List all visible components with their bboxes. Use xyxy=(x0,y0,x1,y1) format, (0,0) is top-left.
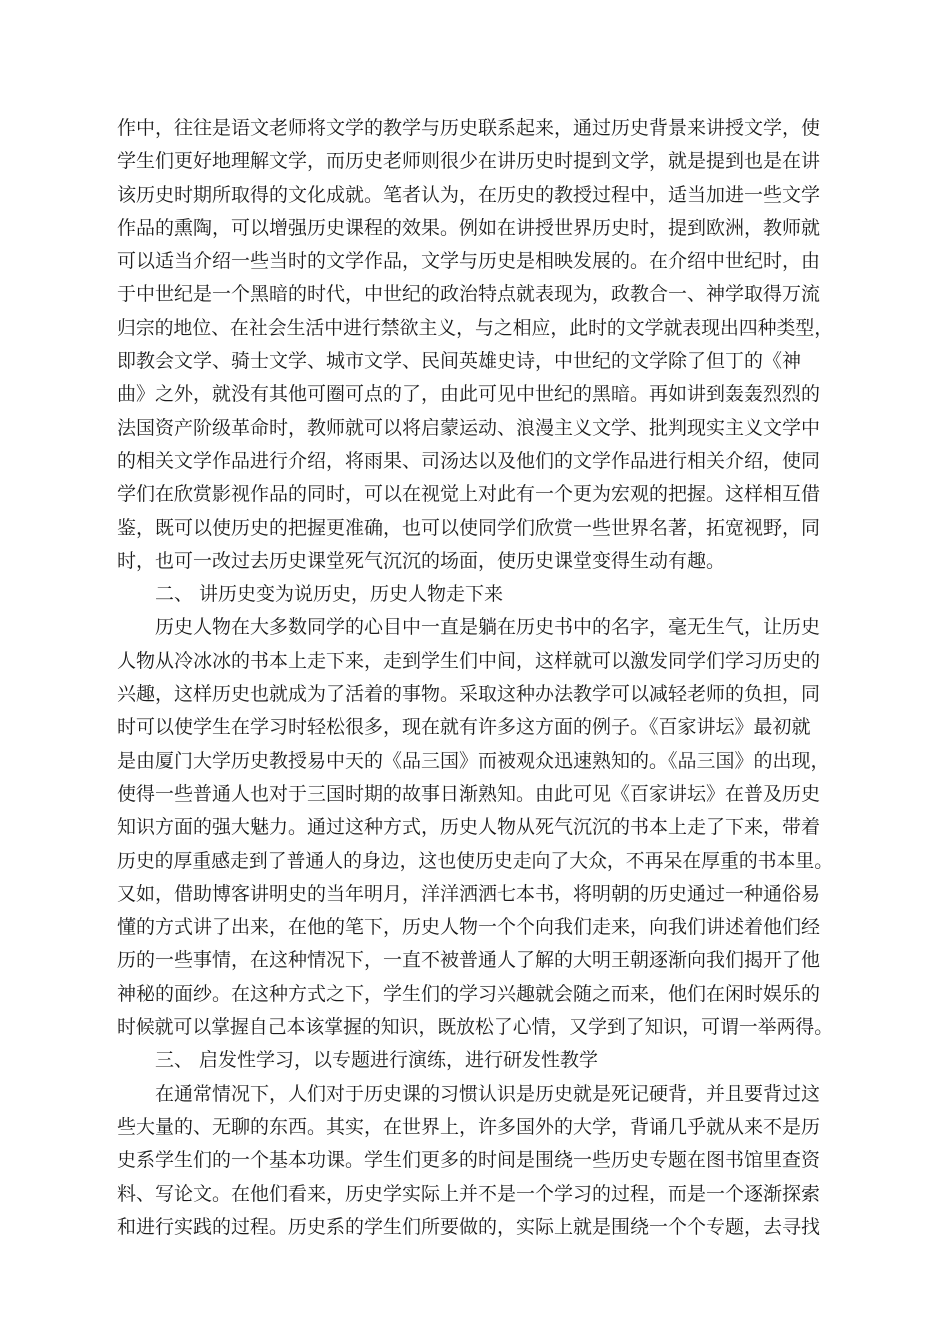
paragraph-line: 作中，往往是语文老师将文学的教学与历史联系起来，通过历史背景来讲授文学，使 xyxy=(117,117,821,139)
paragraph-line-indented: 历史人物在大多数同学的心目中一直是躺在历史书中的名字，毫无生气，让历史 xyxy=(155,616,821,639)
paragraph-line-indented: 在通常情况下，人们对于历史课的习惯认识是历史就是死记硬背，并且要背过这 xyxy=(155,1082,821,1105)
paragraph-line-indented: 三、 启发性学习，以专题进行演练，进行研发性教学 xyxy=(155,1049,599,1072)
paragraph-line: 时可以使学生在学习时轻松很多，现在就有许多这方面的例子。《百家讲坛》最初就 xyxy=(117,716,811,739)
paragraph-line: 法国资产阶级革命时，教师就可以将启蒙运动、浪漫主义文学、批判现实主义文学中 xyxy=(117,416,821,439)
paragraph-line: 兴趣，这样历史也就成为了活着的事物。采取这种办法教学可以减轻老师的负担，同 xyxy=(117,683,821,706)
paragraph-line: 学们在欣赏影视作品的同时，可以在视觉上对此有一个更为宏观的把握。这样相互借 xyxy=(117,483,821,506)
paragraph-line: 史系学生们的一个基本功课。学生们更多的时间是围绕一些历史专题在图书馆里查资 xyxy=(117,1149,821,1172)
paragraph-line: 学生们更好地理解文学，而历史老师则很少在讲历史时提到文学，就是提到也是在讲 xyxy=(117,150,821,173)
paragraph-line: 的相关文学作品进行介绍，将雨果、司汤达以及他们的文学作品进行相关介绍，使同 xyxy=(117,449,821,472)
paragraph-line: 时候就可以掌握自己本该掌握的知识，既放松了心情，又学到了知识，可谓一举两得。 xyxy=(117,1017,834,1039)
paragraph-line: 人物从冷冰冰的书本上走下来，走到学生们中间，这样就可以激发同学们学习历史的 xyxy=(117,649,821,672)
paragraph-line: 作品的熏陶，可以增强历史课程的效果。例如在讲授世界历史时，提到欧洲，教师就 xyxy=(117,216,821,239)
paragraph-line: 神秘的面纱。在这种方式之下，学生们的学习兴趣就会随之而来，他们在闲时娱乐的 xyxy=(117,982,821,1005)
paragraph-line: 该历史时期所取得的文化成就。笔者认为，在历史的教授过程中，适当加进一些文学 xyxy=(117,183,821,206)
paragraph-line: 即教会文学、骑士文学、城市文学、民间英雄史诗，中世纪的文学除了但丁的《神 xyxy=(117,350,802,373)
paragraph-line: 归宗的地位、在社会生活中进行禁欲主义，与之相应，此时的文学就表现出四种类型， xyxy=(117,317,834,339)
paragraph-line: 鉴，既可以使历史的把握更准确，也可以使同学们欣赏一些世界名著，拓宽视野，同 xyxy=(117,516,821,539)
paragraph-line: 于中世纪是一个黑暗的时代，中世纪的政治特点就表现为，政教合一、神学取得万流 xyxy=(117,283,821,306)
paragraph-line: 历的一些事情，在这种情况下，一直不被普通人了解的大明王朝逐渐向我们揭开了他 xyxy=(117,949,821,972)
paragraph-line: 时，也可一改过去历史课堂死气沉沉的场面，使历史课堂变得生动有趣。 xyxy=(117,549,726,572)
paragraph-line: 是由厦门大学历史教授易中天的《品三国》而被观众迅速熟知的。《品三国》的出现， xyxy=(117,749,830,772)
paragraph-line: 又如，借助博客讲明史的当年明月，洋洋洒洒七本书，将明朝的历史通过一种通俗易 xyxy=(117,882,821,905)
paragraph-line: 些大量的、无聊的东西。其实，在世界上，许多国外的大学，背诵几乎就从来不是历 xyxy=(117,1115,821,1138)
paragraph-line: 可以适当介绍一些当时的文学作品，文学与历史是相映发展的。在介绍中世纪时，由 xyxy=(117,250,821,273)
paragraph-line: 历史的厚重感走到了普通人的身边，这也使历史走向了大众，不再呆在厚重的书本里。 xyxy=(117,850,834,872)
paragraph-line: 料、写论文。在他们看来，历史学实际上并不是一个学习的过程，而是一个逐渐探索 xyxy=(117,1182,821,1205)
paragraph-line: 曲》之外，就没有其他可圈可点的了，由此可见中世纪的黑暗。再如讲到轰轰烈烈的 xyxy=(117,383,821,406)
paragraph-line: 和进行实践的过程。历史系的学生们所要做的，实际上就是围绕一个个专题，去寻找 xyxy=(117,1215,821,1238)
paragraph-line: 使得一些普通人也对于三国时期的故事日渐熟知。由此可见《百家讲坛》在普及历史 xyxy=(117,782,821,805)
paragraph-line: 知识方面的强大魅力。通过这种方式，历史人物从死气沉沉的书本上走了下来，带着 xyxy=(117,816,821,839)
paragraph-line: 懂的方式讲了出来，在他的笔下，历史人物一个个向我们走来，向我们讲述着他们经 xyxy=(117,916,821,939)
paragraph-line-indented: 二、 讲历史变为说历史，历史人物走下来 xyxy=(155,583,504,606)
body-text xyxy=(117,112,837,1244)
